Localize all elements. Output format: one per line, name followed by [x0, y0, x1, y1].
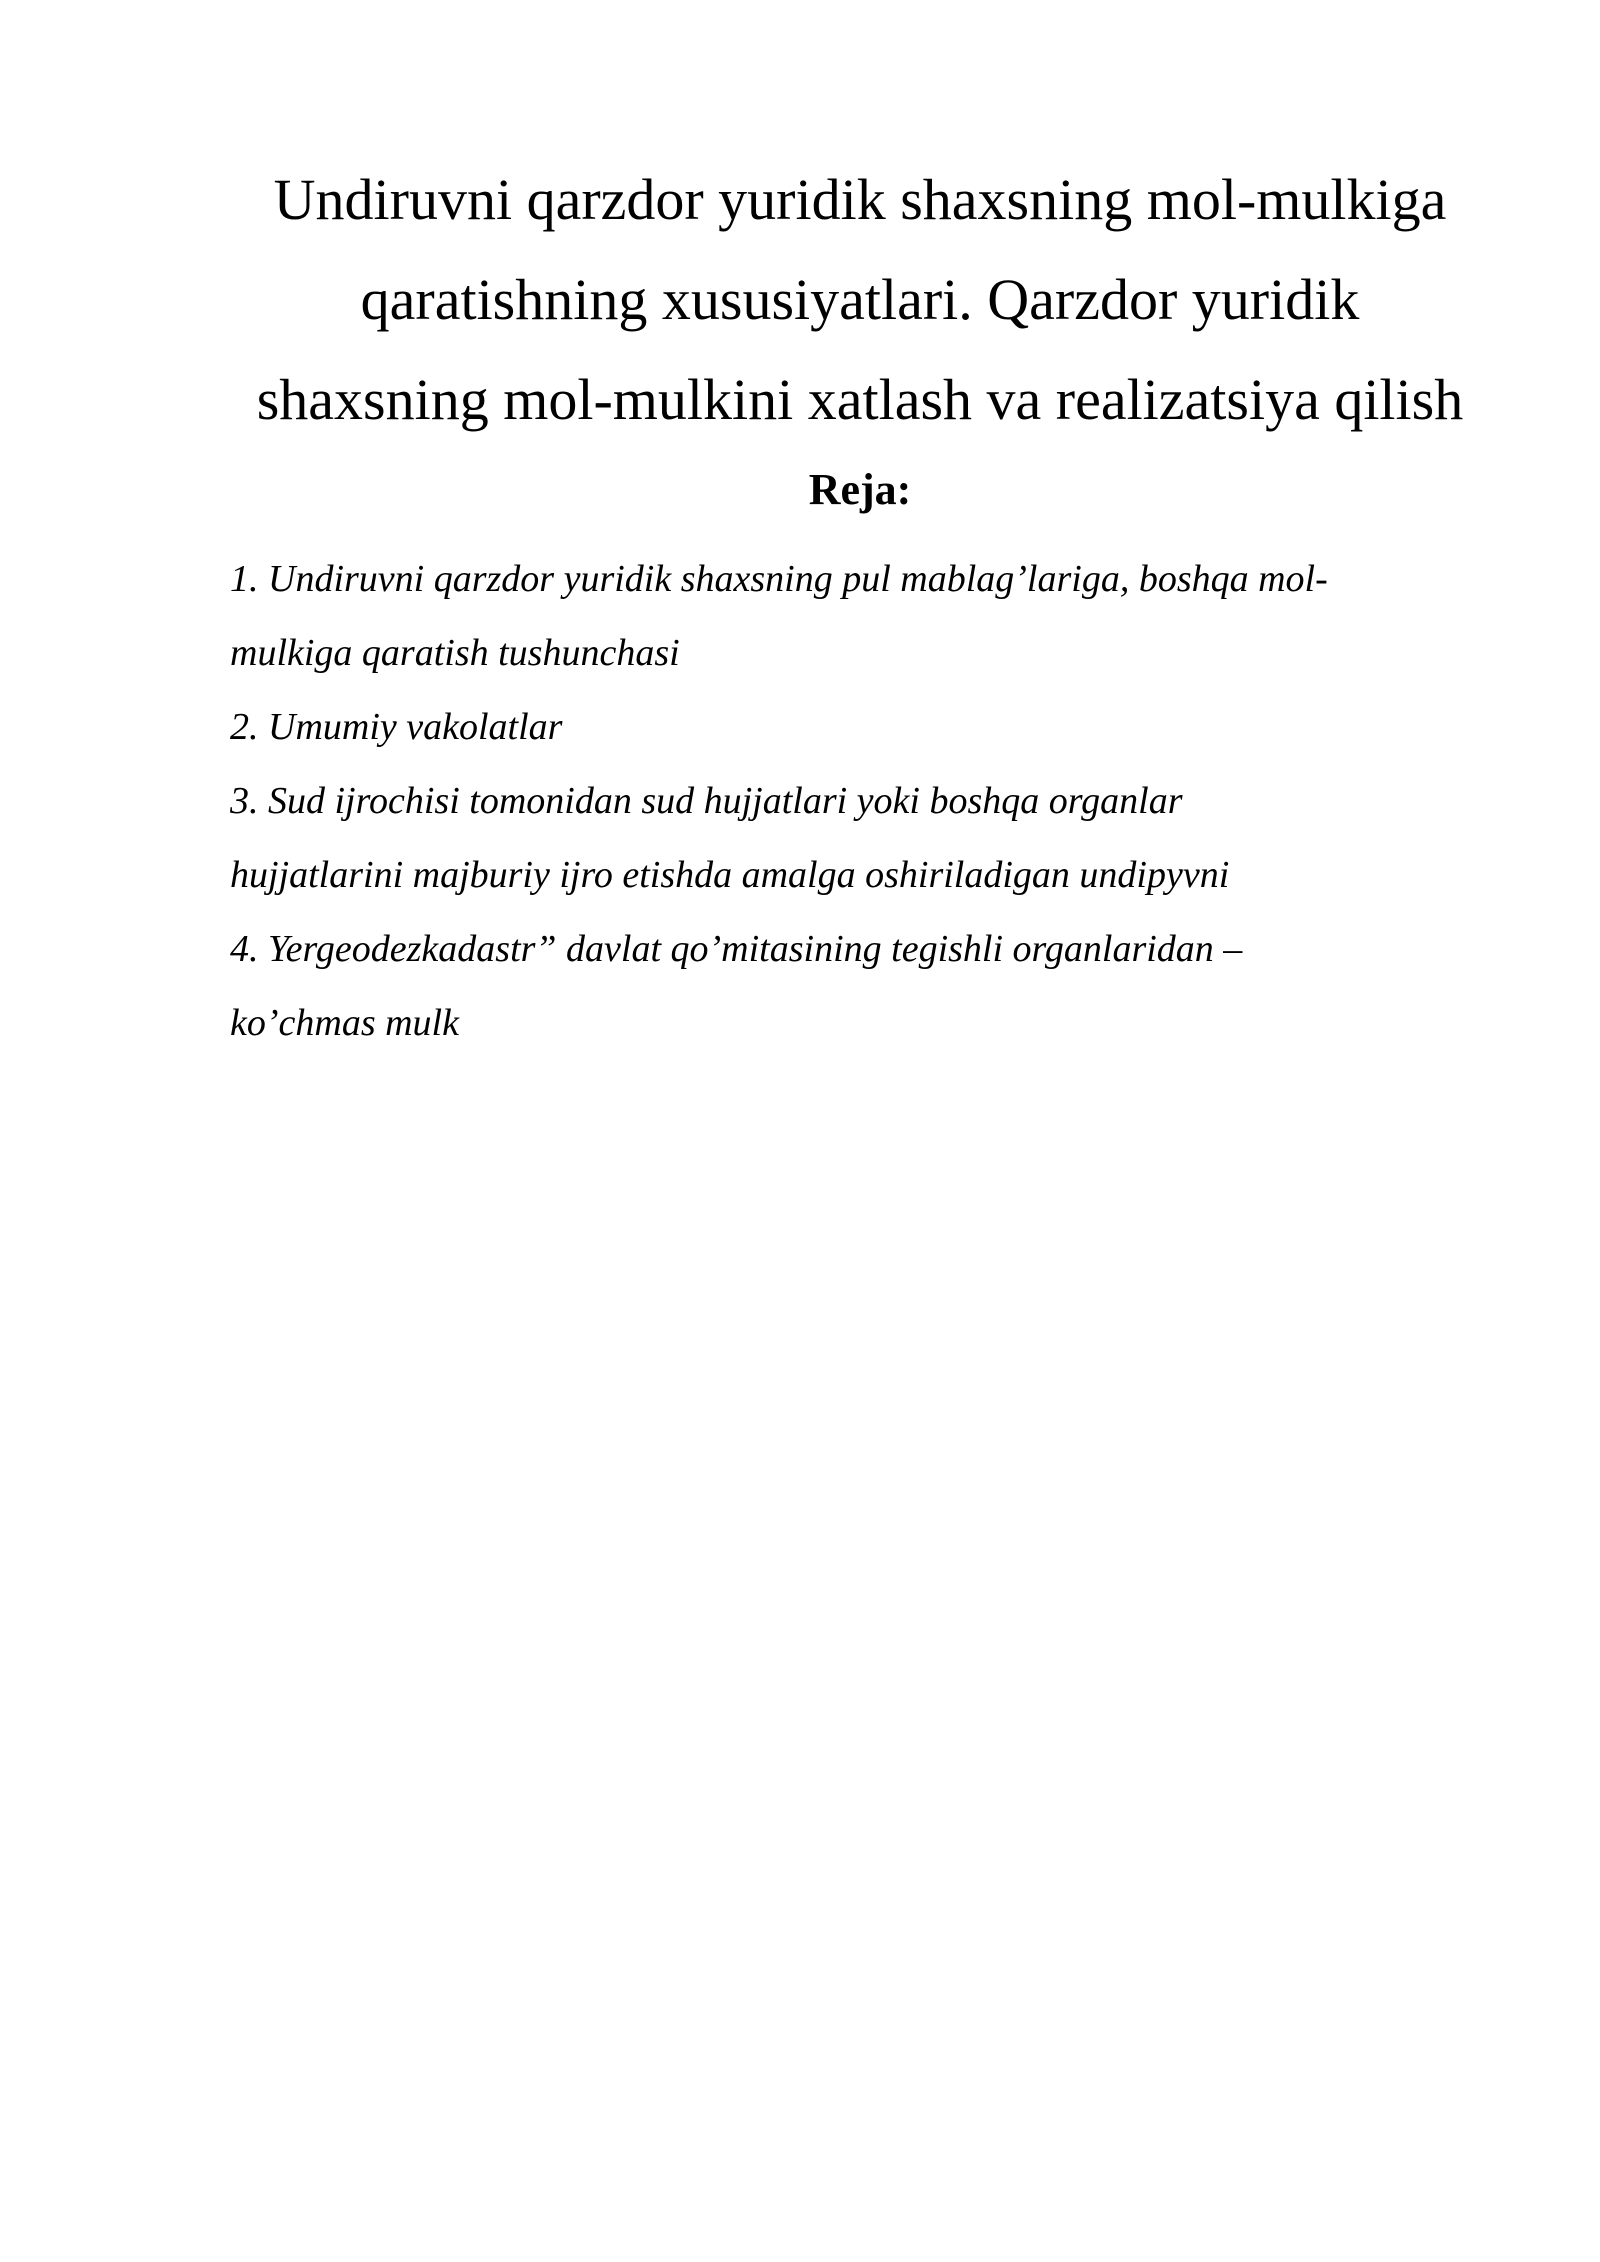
- document-title: [180, 150, 1540, 450]
- plan-item-line: 3. Sud ijrochisi tomonidan sud hujjatlari yoki boshqa organlar: [230, 780, 1183, 822]
- title-line: shaxsning mol-mulkini xatlash va realizatsiya qilish: [256, 367, 1464, 432]
- plan-item-line: 4. Yergeodezkadastr” davlat qo’mitasining tegishli organlaridan –: [230, 928, 1243, 970]
- plan-list: [230, 542, 1530, 1060]
- plan-item-line: ko’chmas mulk: [230, 1002, 459, 1044]
- title-line: qaratishning xususiyatlari. Qarzdor yuridik: [360, 267, 1360, 332]
- plan-item-line: hujjatlarini majburiy ijro etishda amalga oshiriladigan undipyvni: [230, 854, 1230, 896]
- plan-heading: Reja:: [808, 465, 912, 514]
- plan-item-line: 1. Undiruvni qarzdor yuridik shaxsning pul mablag’lariga, boshqa mol-: [230, 558, 1328, 600]
- title-line: Undiruvni qarzdor yuridik shaxsning mol-mulkiga: [273, 167, 1447, 232]
- plan-item-line: mulkiga qaratish tushunchasi: [230, 632, 680, 674]
- plan-item-line: 2. Umumiy vakolatlar: [230, 706, 563, 748]
